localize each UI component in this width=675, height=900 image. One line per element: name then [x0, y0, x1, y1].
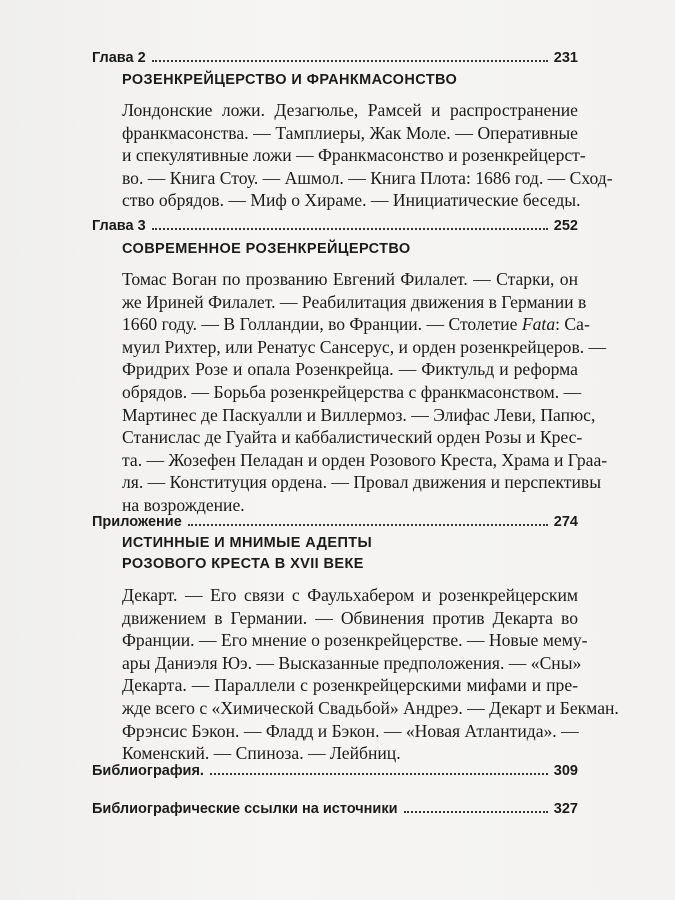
summary-line [122, 313, 590, 336]
toc-entry-references[interactable] [92, 795, 578, 817]
chapter-title-line: РОЗОВОГО КРЕСТА В XVII ВЕКЕ [122, 556, 364, 572]
entry-label: Библиография. [92, 763, 204, 779]
summary-line: Томас Воган по прозванию Евгений Филалет. — Старки, он [122, 269, 578, 289]
summary-line: Декарта. — Параллели с розенкрейцерскими мифами и пре- [122, 675, 578, 696]
toc-entry-chapter-2[interactable] [92, 44, 578, 66]
entry-label: Приложение [92, 514, 182, 530]
summary-line: Фридрих Розе и опала Розенкрейца. — Фиктульд и реформа [122, 359, 578, 380]
page-number: 274 [553, 514, 578, 530]
chapter-title: РОЗЕНКРЕЙЦЕРСТВО И ФРАНКМАСОНСТВО [122, 72, 458, 88]
chapter-summary [122, 99, 613, 212]
summary-line: та. — Жозефен Пеладан и орден Розового Креста, Храма и Граа- [122, 449, 608, 470]
chapter-summary [122, 268, 608, 517]
dot-leader [210, 772, 548, 775]
italic-title: Fata [521, 314, 556, 335]
summary-line: на возрождение. [122, 494, 245, 515]
summary-line: Лондонские ложи. Дезагюлье, Рамсей и распространение [122, 100, 578, 120]
summary-line: жде всего с «Химической Свадьбой» Андреэ. — Декарт и Бекман. [122, 697, 619, 718]
dot-leader [152, 227, 548, 230]
summary-text: : Са- [555, 314, 590, 335]
summary-line: и спекулятивные ложи — Франкмасонство и розенкрейцерст- [122, 145, 586, 166]
dot-leader [188, 523, 548, 526]
page-number: 327 [553, 801, 578, 817]
entry-label: Библиографические ссылки на источники [92, 801, 398, 817]
entry-label: Глава 2 [92, 50, 146, 66]
summary-line: ля. — Конституция ордена. — Провал движения и перспективы [122, 472, 602, 493]
dot-leader [404, 810, 548, 813]
summary-line: ство обрядов. — Миф о Хираме. — Инициатические беседы. [122, 190, 581, 211]
summary-line: Коменский. — Спиноза. — Лейбниц. [122, 743, 401, 764]
summary-line: Мартинес де Паскуалли и Виллермоз. — Элифас Леви, Папюс, [122, 404, 596, 425]
toc-entry-chapter-3[interactable] [92, 212, 578, 234]
chapter-summary [122, 584, 619, 765]
dot-leader [152, 59, 548, 62]
page-number: 231 [553, 50, 578, 66]
summary-line: франкмасонства. — Тамплиеры, Жак Моле. — Оперативные [122, 122, 578, 143]
toc-entry-bibliography[interactable] [92, 757, 578, 779]
page-number: 309 [553, 763, 578, 779]
summary-line: Станислас де Гуайта и каббалистический орден Розы и Крес- [122, 427, 583, 448]
toc-entry-appendix[interactable] [92, 508, 578, 530]
chapter-title: СОВРЕМЕННОЕ РОЗЕНКРЕЙЦЕРСТВО [122, 241, 411, 257]
summary-line: Фрэнсис Бэкон. — Фладд и Бэкон. — «Новая Атлантида». — [122, 720, 579, 741]
summary-line: муил Рихтер, или Ренатус Сансерус, и орден розенкрейцеров. — [122, 336, 607, 357]
summary-line: же Ириней Филалет. — Реабилитация движения в Германии в [122, 291, 587, 312]
summary-line: во. — Книга Стоу. — Ашмол. — Книга Плота: 1686 год. — Сход- [122, 167, 613, 188]
summary-line: ары Даниэля Юэ. — Высказанные предположения. — «Сны» [122, 652, 582, 673]
chapter-title-line: ИСТИННЫЕ И МНИМЫЕ АДЕПТЫ [122, 535, 373, 551]
summary-text: 1660 году. — В Голландии, во Франции. — Столетие [122, 314, 518, 335]
summary-line: Франции. — Его мнение о розенкрейцерстве. — Новые мему- [122, 630, 588, 651]
summary-line: Декарт. — Его связи с Фаульхабером и розенкрейцерским [122, 585, 578, 605]
chapter-title [122, 533, 578, 575]
summary-line: движением в Германии. — Обвинения против Декарта во [122, 607, 578, 628]
summary-line: обрядов. — Борьба розенкрейцерства с франкмасонством. — [122, 381, 582, 402]
entry-label: Глава 3 [92, 218, 146, 234]
page-number: 252 [553, 218, 578, 234]
